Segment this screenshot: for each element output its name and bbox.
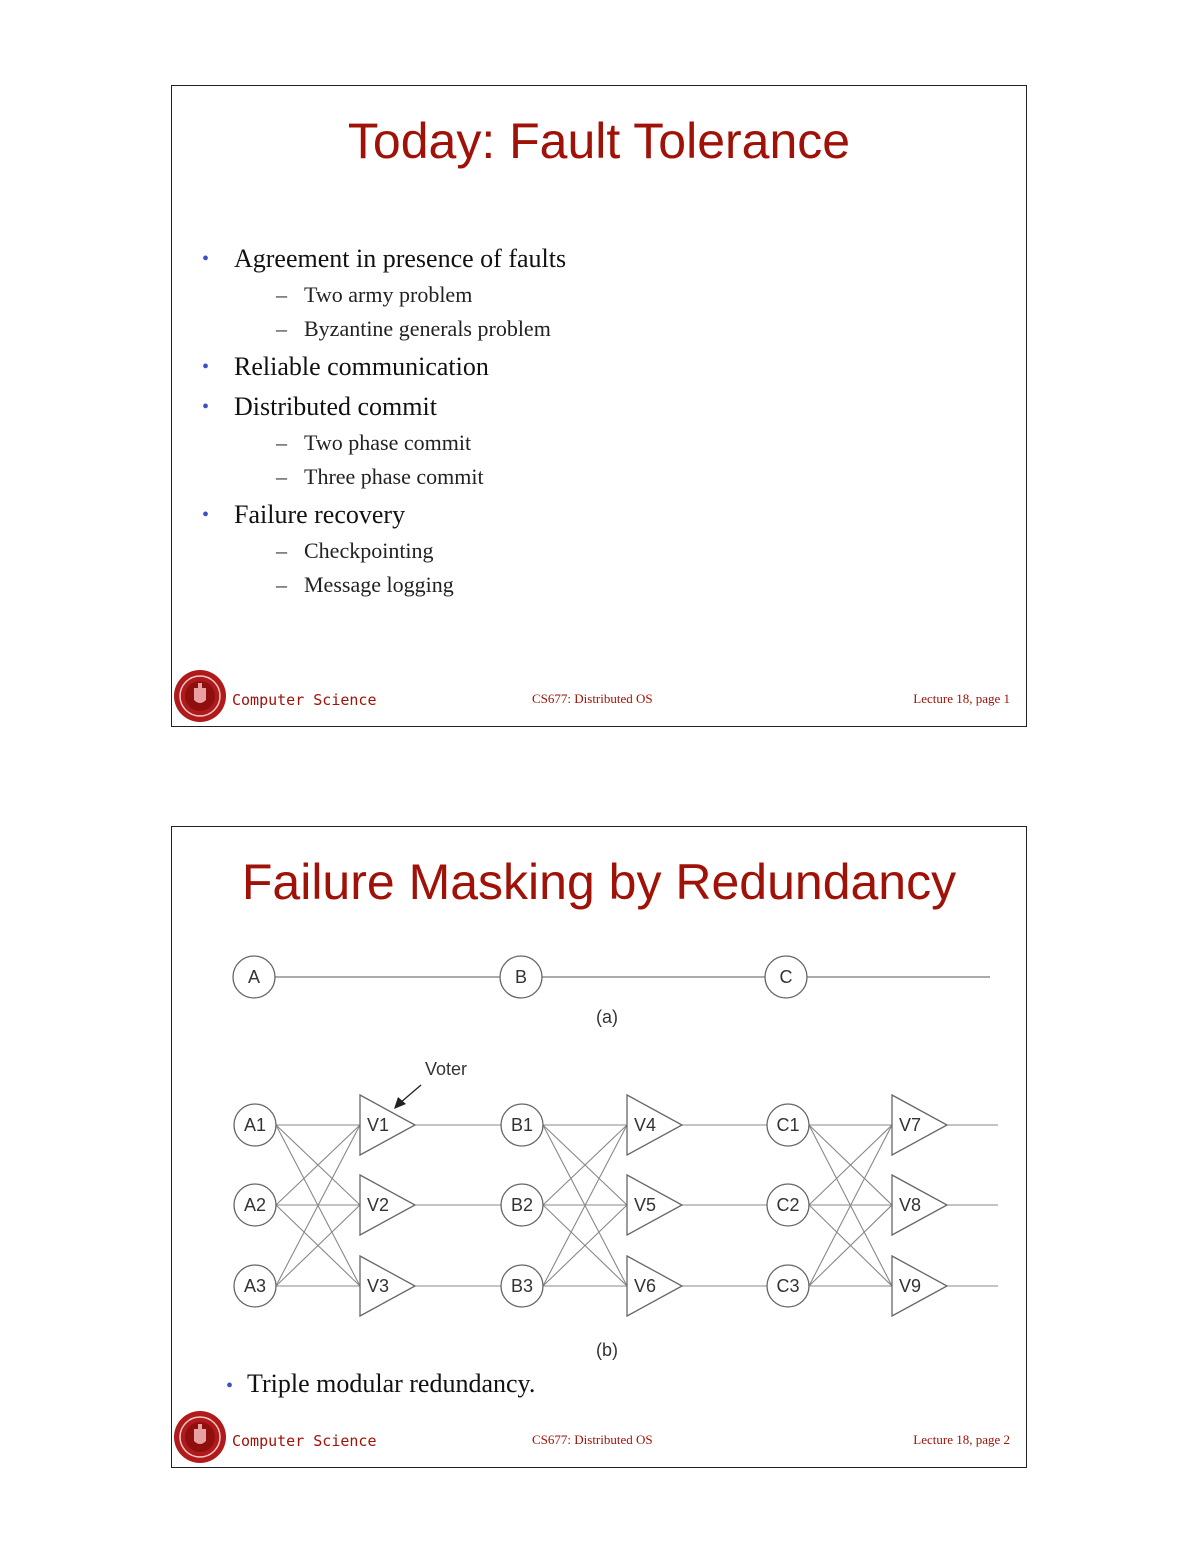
bullet-icon: • <box>202 396 210 418</box>
slide-title: Today: Fault Tolerance <box>347 113 851 169</box>
tmr-diagram <box>172 947 1028 1367</box>
node-label: C3 <box>776 1276 800 1296</box>
bullet-text: Reliable communication <box>234 352 489 381</box>
sub-bullet-text: Byzantine generals problem <box>304 316 551 341</box>
bullet-list <box>202 238 566 602</box>
slide-2 <box>171 826 1027 1468</box>
bullet-item <box>202 388 566 494</box>
voter-label: V7 <box>898 1115 922 1135</box>
sub-bullet-text: Checkpointing <box>304 538 434 563</box>
sub-bullet-item: – Two phase commit <box>276 430 472 455</box>
sub-bullet-item: – Byzantine generals problem <box>276 316 551 341</box>
sub-bullet-text: Two army problem <box>304 282 473 307</box>
sub-bullet-item: – Two army problem <box>276 282 473 307</box>
university-seal-icon <box>172 668 228 724</box>
university-seal-icon <box>172 1409 228 1465</box>
footer-course: CS677: Distributed OS <box>532 1432 653 1447</box>
node-label: A2 <box>243 1195 267 1215</box>
bullet-item <box>202 348 566 386</box>
bullet-item <box>226 1369 535 1399</box>
node-label: B1 <box>510 1115 534 1135</box>
bullet-icon: • <box>202 356 210 378</box>
node-label: B2 <box>510 1195 534 1215</box>
voter-label: V9 <box>898 1276 922 1296</box>
bullet-text: Triple modular redundancy. <box>247 1369 536 1398</box>
footer-course: CS677: Distributed OS <box>532 691 653 706</box>
diagram-b <box>234 1059 998 1360</box>
slide-footer <box>172 666 1026 726</box>
bullet-icon: • <box>202 504 210 526</box>
sub-bullet-item: – Checkpointing <box>276 538 434 563</box>
sub-bullet-item: – Three phase commit <box>276 464 484 489</box>
caption-b: (b) <box>596 1340 618 1360</box>
diagram-a <box>233 956 990 1027</box>
footer-department: Computer Science <box>232 691 377 709</box>
bullet-item <box>202 496 566 602</box>
node-label: C2 <box>776 1195 800 1215</box>
voter-label: Voter <box>424 1059 468 1079</box>
bullet-text: Failure recovery <box>234 500 406 529</box>
node-label: B3 <box>510 1276 534 1296</box>
voter-label: V4 <box>633 1115 657 1135</box>
node-label: A <box>247 967 261 987</box>
node-label: A1 <box>243 1115 267 1135</box>
slide-title: Failure Masking by Redundancy <box>241 854 957 910</box>
voter-label: V6 <box>633 1276 657 1296</box>
bullet-text: Agreement in presence of faults <box>234 244 567 273</box>
bullet-text: Distributed commit <box>234 392 437 421</box>
node-label: C <box>779 967 793 987</box>
caption-a: (a) <box>596 1007 618 1027</box>
slide-1 <box>171 85 1027 727</box>
slide-footer <box>172 1407 1026 1467</box>
bullet-icon: • <box>202 248 210 270</box>
voter-label: V8 <box>898 1195 922 1215</box>
node-label: A3 <box>243 1276 267 1296</box>
voter-label: V1 <box>366 1115 390 1135</box>
sub-bullet-text: Three phase commit <box>304 464 484 489</box>
footer-page: Lecture 18, page 2 <box>913 1432 1010 1447</box>
node-label: C1 <box>776 1115 800 1135</box>
sub-bullet-item: – Message logging <box>276 572 454 597</box>
footer-page: Lecture 18, page 1 <box>913 691 1010 706</box>
bullet-icon: • <box>226 1375 234 1397</box>
footer-department: Computer Science <box>232 1432 377 1450</box>
bullet-item <box>202 240 566 346</box>
sub-bullet-text: Message logging <box>304 572 454 597</box>
voter-label: V3 <box>366 1276 390 1296</box>
node-label: B <box>514 967 528 987</box>
voter-label: V2 <box>366 1195 390 1215</box>
sub-bullet-text: Two phase commit <box>304 430 472 455</box>
voter-label: V5 <box>633 1195 657 1215</box>
